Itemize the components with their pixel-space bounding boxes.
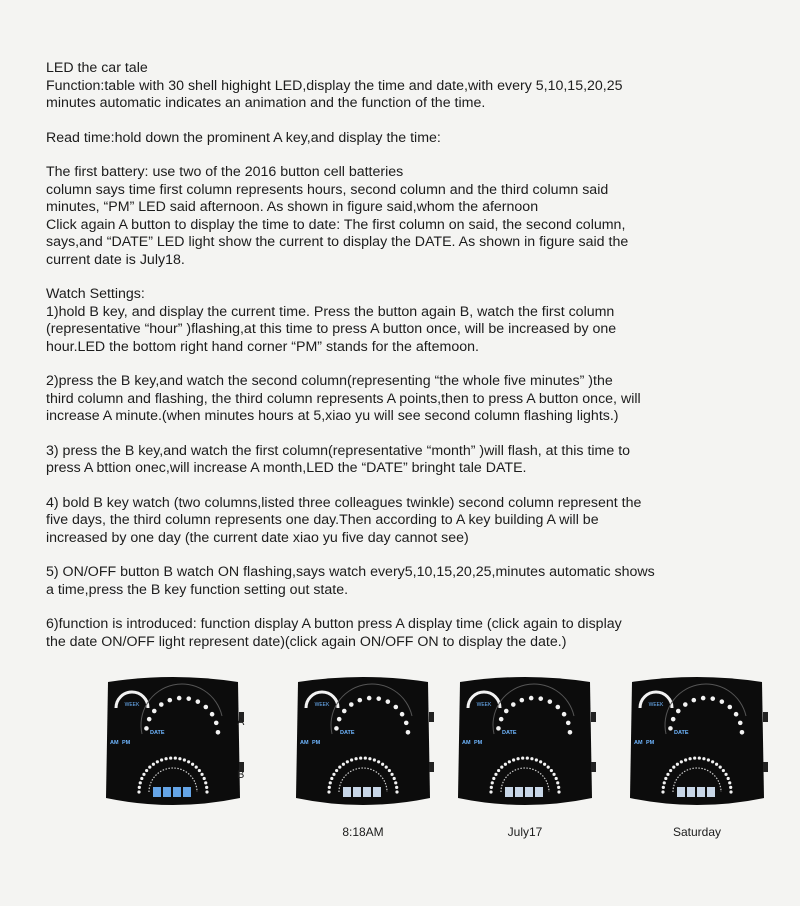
svg-text:WEEK: WEEK (648, 702, 664, 708)
svg-text:WEEK: WEEK (124, 702, 140, 708)
battery-paragraph: The first battery: use two of the 2016 button cell batteries column says time first column represents hours, second column and the third column said minutes, “PM” LED said afternoon. As shown in figure said,whom the afernoon Click again A button to display the time to date: The first column on said, the second column, says,and “DATE” LED light show the current to display the DATE. As shown in figure said the current date is July18. (46, 164, 629, 268)
intro-paragraph: LED the car tale Function:table with 30 shell highight LED,display the time and date,with every 5,10,15,20,25 minutes automatic indicates an animation and the function of the time. (46, 60, 623, 111)
svg-text:AM: AM (634, 740, 643, 746)
svg-text:DATE: DATE (340, 730, 355, 736)
svg-text:DATE: DATE (150, 730, 165, 736)
svg-text:WEEK: WEEK (314, 702, 330, 708)
led-watch-illustration (452, 676, 598, 816)
watch-figure (290, 676, 436, 816)
watch-figure (452, 676, 598, 816)
read-time-paragraph: Read time:hold down the prominent A key,and display the time: (46, 129, 441, 146)
setting-step-4: 4) bold B key watch (two columns,listed three colleagues twinkle) second column represent the five days, the third column represents one day.Then according to A key building A will be increased by one day (the current date xiao yu five day cannot see) (46, 494, 642, 546)
svg-text:DATE: DATE (502, 730, 517, 736)
svg-text:PM: PM (312, 740, 321, 746)
watch-figures (0, 676, 800, 856)
setting-step-2: 2)press the B key,and watch the second column(representing “the whole five minutes” )the third column and flashing, the third column represents A points,then to press A button once, will increase A minute.(when minutes hours at 5,xiao yu will see second column flashing lights.) (46, 373, 641, 424)
setting-step-5: 5) ON/OFF button B watch ON flashing,says watch every5,10,15,20,25,minutes automatic shows a time,press the B key function setting out state. (46, 564, 655, 598)
svg-text:PM: PM (646, 740, 655, 746)
led-watch-illustration (100, 676, 246, 816)
watch-figure (100, 676, 246, 816)
svg-text:DATE: DATE (674, 730, 689, 736)
watch-settings-paragraph: Watch Settings: 1)hold B key, and display the current time. Press the button again B, watch the first column (representative “hour” )flashing,at this time to press A button once, will be increased by one hour.LED the bottom right hand corner “PM” stands for the aftemoon. (46, 286, 617, 355)
svg-text:PM: PM (474, 740, 483, 746)
svg-text:AM: AM (300, 740, 309, 746)
svg-text:WEEK: WEEK (476, 702, 492, 708)
button-a-label: A (237, 716, 245, 728)
led-watch-illustration (290, 676, 436, 816)
button-b-label: B (237, 769, 245, 781)
watch-figure (624, 676, 770, 816)
watch-caption: July17 (507, 825, 543, 839)
setting-step-6: 6)function is introduced: function display A button press A display time (click again to display the date ON/OFF light represent date)(click again ON/OFF ON to display the date.) (46, 616, 622, 650)
svg-text:AM: AM (110, 740, 119, 746)
led-watch-illustration (624, 676, 770, 816)
svg-text:PM: PM (122, 740, 131, 746)
watch-caption: Saturday (672, 825, 722, 839)
setting-step-3: 3) press the B key,and watch the first column(representative “month” )will flash, at this time to press A bttion onec,will increase A month,LED the “DATE” bringht tale DATE. (46, 442, 631, 476)
instruction-text (46, 60, 776, 651)
svg-text:AM: AM (462, 740, 471, 746)
watch-caption: 8:18AM (342, 825, 384, 839)
